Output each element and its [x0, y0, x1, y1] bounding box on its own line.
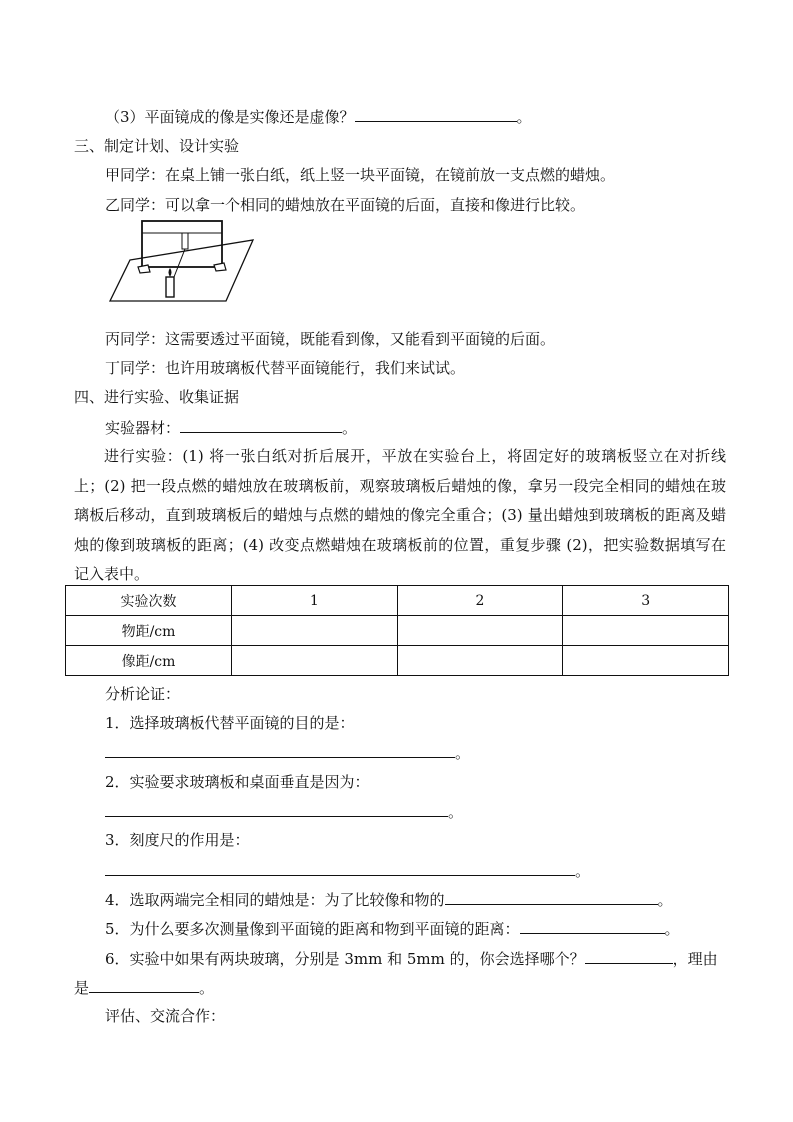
question-3-text: （3）平面镜成的像是实像还是虚像？ [105, 108, 355, 126]
table-cell[interactable] [232, 616, 398, 646]
data-table [65, 585, 729, 676]
period: 。 [455, 744, 471, 762]
answer-blank-2[interactable] [105, 801, 448, 817]
candle-flame [169, 268, 172, 277]
table-header-cell: 实验次数 [66, 586, 232, 616]
period: 。 [664, 920, 680, 938]
analysis-question-3: 3．刻度尺的作用是： [105, 831, 250, 849]
analysis-question-6 [105, 948, 718, 969]
answer-line-1 [105, 742, 470, 763]
table-cell[interactable] [563, 616, 729, 646]
table-header-cell: 2 [397, 586, 563, 616]
table-cell[interactable] [397, 616, 563, 646]
period: 。 [657, 891, 673, 909]
answer-blank-5[interactable] [520, 918, 665, 934]
student-jia: 甲同学：在桌上铺一张白纸，纸上竖一块平面镜，在镜前放一支点燃的蜡烛。 [105, 166, 616, 184]
period: 。 [448, 803, 464, 821]
analysis-question-1: 1．选择玻璃板代替平面镜的目的是： [105, 714, 355, 732]
table-cell[interactable] [397, 646, 563, 676]
section-3-title: 三、制定计划、设计实验 [74, 137, 240, 155]
analysis-question-4-text: 4．选取两端完全相同的蜡烛是：为了比较像和物的 [105, 891, 445, 909]
answer-blank-q3[interactable] [355, 106, 517, 122]
equipment-line [105, 417, 357, 438]
answer-blank-6-choice[interactable] [585, 948, 673, 964]
table-header-cell: 3 [563, 586, 729, 616]
procedure-paragraph: 进行实验：(1) 将一张白纸对折后展开，平放在实验台上，将固定好的玻璃板竖立在对折线上；(2) 把一段点燃的蜡烛放在玻璃板前，观察玻璃板后蜡烛的像，拿另一段完全相同的蜡烛在玻璃板后移动，直到玻璃板后的蜡烛与点燃的蜡烛的像完全重合；(3) 量出蜡烛到玻璃板的距离及蜡烛的像到玻璃板的距离；(4) 改变点燃蜡烛在玻璃板前的位置，重复步骤 (2)，把实验数据填写在记入表中。 [74, 447, 726, 583]
table-header-row [66, 586, 729, 616]
row-label: 物距/cm [66, 616, 232, 646]
analysis-question-5-text: 5．为什么要多次测量像到平面镜的距离和物到平面镜的距离： [105, 920, 520, 938]
student-ding: 丁同学：也许用玻璃板代替平面镜能行，我们来试试。 [105, 359, 466, 377]
answer-line-2 [105, 801, 463, 822]
answer-line-3 [105, 860, 590, 881]
answer-blank-1[interactable] [105, 742, 455, 758]
table-row [66, 616, 729, 646]
right-stand [214, 263, 226, 271]
left-stand [138, 265, 150, 273]
analysis-question-6-text: 6．实验中如果有两块玻璃，分别是 3mm 和 5mm 的，你会选择哪个？ [105, 950, 585, 968]
period: 。 [199, 979, 215, 997]
analysis-question-5 [105, 918, 680, 939]
answer-blank-6-reason[interactable] [89, 977, 199, 993]
answer-line-6 [74, 977, 214, 998]
table-cell[interactable] [563, 646, 729, 676]
analysis-label: 分析论证： [105, 685, 181, 703]
answer-blank-3[interactable] [105, 860, 575, 876]
equipment-label: 实验器材： [105, 419, 181, 437]
reason-prefix: 是 [74, 979, 90, 997]
period: 。 [575, 862, 591, 880]
evaluation-label: 评估、交流合作： [105, 1007, 226, 1025]
question-3 [105, 106, 532, 127]
reason-label: ，理由 [672, 950, 718, 968]
student-yi: 乙同学：可以拿一个相同的蜡烛放在平面镜的后面，直接和像进行比较。 [105, 196, 586, 214]
mirror-candle-figure [108, 215, 258, 305]
lit-candle [166, 277, 174, 297]
row-label: 像距/cm [66, 646, 232, 676]
table-row [66, 646, 729, 676]
table-header-cell: 1 [232, 586, 398, 616]
student-bing: 丙同学：这需要透过平面镜，既能看到像，又能看到平面镜的后面。 [105, 330, 556, 348]
section-4-title: 四、进行实验、收集证据 [74, 388, 240, 406]
table-cell[interactable] [232, 646, 398, 676]
candle-image [182, 233, 188, 249]
period: 。 [516, 108, 532, 126]
period: 。 [342, 419, 358, 437]
answer-blank-4[interactable] [445, 889, 658, 905]
analysis-question-2: 2．实验要求玻璃板和桌面垂直是因为： [105, 773, 370, 791]
answer-blank-equipment[interactable] [180, 417, 342, 433]
analysis-question-4 [105, 889, 673, 910]
